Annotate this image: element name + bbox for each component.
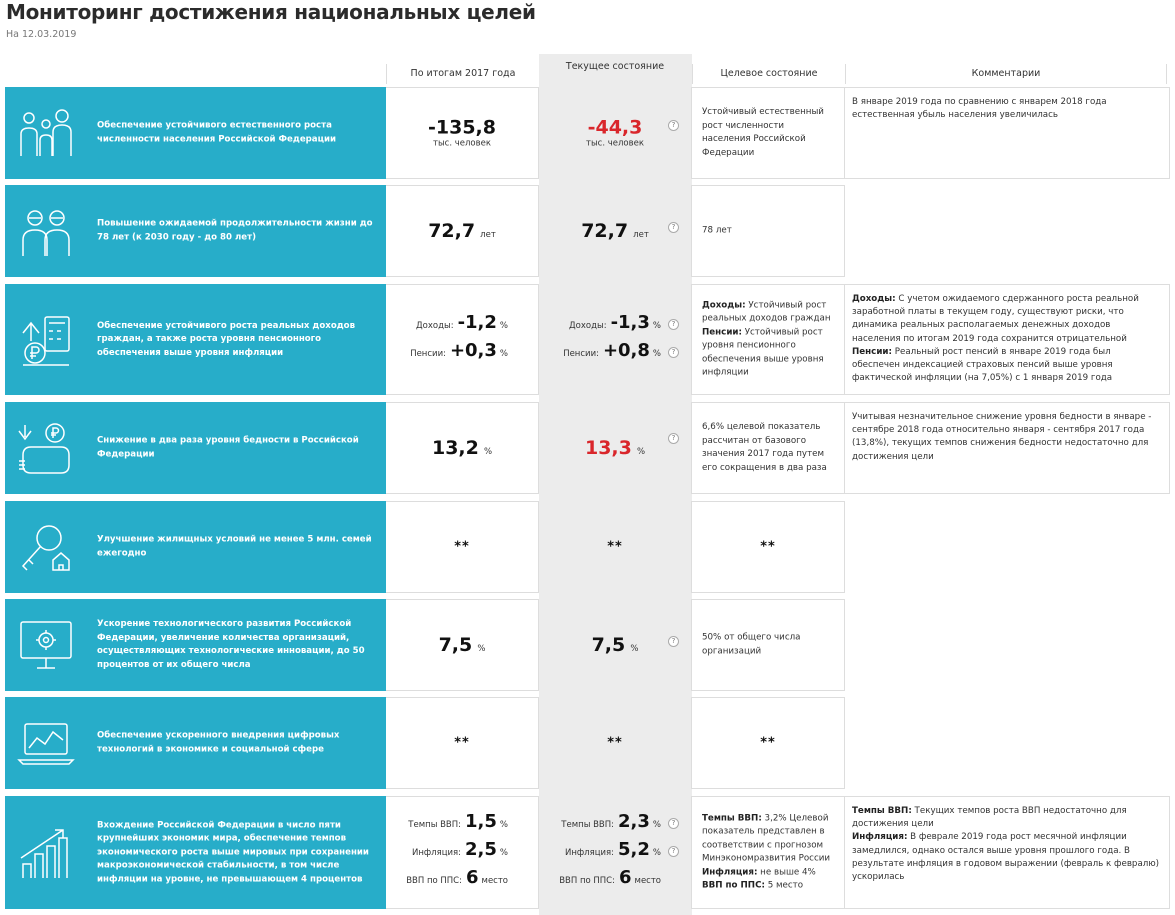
goal-cell (5, 697, 386, 789)
goal-text: Обеспечение устойчивого естественного роста численности населения Российской Федерации (97, 120, 337, 144)
unit: % (652, 348, 661, 359)
unit: % (630, 644, 639, 654)
target-cell (692, 697, 845, 789)
report-date: На 12.03.2019 (6, 29, 77, 40)
unit: % (499, 847, 508, 858)
comment-cell (845, 402, 1170, 494)
label-gdp: Темпы ВВП: (561, 819, 615, 830)
goal-cell (5, 402, 386, 494)
value-2017: 13,2 (431, 437, 479, 459)
growth-chart-icon (15, 824, 77, 882)
value-2017-gdp-ppp: 6 (466, 866, 479, 888)
value-2017-pensions: +0,3 (449, 339, 497, 361)
label-gdp: Темпы ВВП: (408, 819, 462, 830)
goal-text: Обеспечение устойчивого роста реальных доходов граждан, а также роста уровня пенсионного обеспечения выше уровня инфляции (97, 320, 356, 358)
current-value-cell (539, 697, 692, 789)
value-2017-cell (386, 185, 539, 277)
current-value-cell (539, 599, 692, 691)
unit: % (499, 320, 508, 331)
goal-row-incomes (5, 284, 1170, 395)
goal-cell (5, 599, 386, 691)
goal-row-population (5, 87, 1170, 179)
unit: место (481, 875, 508, 886)
label-incomes: Доходы: (569, 320, 607, 331)
unit: % (483, 447, 493, 457)
target-text: 78 лет (702, 225, 732, 236)
comment-text: В январе 2019 года по сравнению с январем 2018 года естественная убыль населения увеличилась (852, 97, 1107, 121)
target-cell (692, 501, 845, 593)
help-icon[interactable]: ? (668, 222, 679, 233)
value-2017-cell (386, 87, 539, 179)
unit: % (477, 644, 486, 654)
comment-text: Темпы ВВП: Текущих темпов роста ВВП недостаточно для достижения цели Инфляция: В феврале 2019 года рост месячной инфляции замедлился, однако остался выше уровня прошлого года. В результате инфляция в годовом выражении (февраль к февралю) ускорилась (852, 806, 1160, 883)
label-inflation: Инфляция: (412, 847, 462, 858)
help-icon[interactable]: ? (668, 319, 679, 330)
unit: лет (480, 230, 496, 240)
header-2017: По итогам 2017 года (386, 64, 539, 84)
current-value-cell (539, 796, 692, 909)
unit: тыс. человек (586, 138, 644, 149)
goal-text: Обеспечение ускоренного внедрения цифровых технологий в экономике и социальной сфере (97, 730, 340, 754)
elderly-couple-icon (15, 202, 77, 260)
current-value-cell (539, 284, 692, 395)
goal-row-housing (5, 501, 845, 593)
current-gdp-ppp: 6 (619, 866, 632, 888)
goal-text: Снижение в два раза уровня бедности в Российской Федерации (97, 435, 359, 459)
help-icon[interactable]: ? (668, 636, 679, 647)
target-cell (692, 599, 845, 691)
value-2017-cell (386, 599, 539, 691)
target-cell (692, 402, 845, 494)
target-text: 6,6% целевой показатель рассчитан от базового значения 2017 года путем его сокращения в два раза (702, 422, 827, 473)
value-2017: 72,7 (428, 220, 476, 242)
monitor-gear-icon (15, 616, 77, 674)
wallet-icon (15, 419, 77, 477)
value-2017: 7,5 (438, 634, 473, 656)
goal-cell (5, 87, 386, 179)
target-cell (692, 796, 845, 909)
current-value-cell (539, 87, 692, 179)
current-inflation: 5,2 (618, 838, 650, 860)
help-icon[interactable]: ? (668, 433, 679, 444)
no-data-marker: ** (607, 539, 623, 555)
no-data-marker: ** (760, 539, 776, 555)
unit: % (652, 819, 661, 830)
goal-row-technology (5, 599, 845, 691)
goal-row-life-expectancy (5, 185, 845, 277)
target-text: 50% от общего числа организаций (702, 632, 801, 656)
unit: % (636, 447, 646, 457)
target-text: Доходы: Устойчивый рост реальных доходов граждан Пенсии: Устойчивый рост уровня пенсионного обеспечения выше уровня инфляции (702, 300, 831, 378)
help-icon[interactable]: ? (668, 347, 679, 358)
current-incomes: -1,3 (610, 311, 650, 333)
current-value: 13,3 (584, 437, 632, 459)
label-gdp-ppp: ВВП по ППС: (406, 875, 462, 886)
help-icon[interactable]: ? (668, 846, 679, 857)
value-2017: -135,8 (428, 116, 496, 139)
current-value-cell (539, 501, 692, 593)
help-icon[interactable]: ? (668, 120, 679, 131)
target-text: Устойчивый естественный рост численности населения Российской Федерации (702, 107, 824, 158)
current-value: 7,5 (591, 634, 626, 656)
comment-cell (845, 87, 1170, 179)
unit: % (652, 847, 661, 858)
label-incomes: Доходы: (416, 320, 454, 331)
goal-row-digital (5, 697, 845, 789)
value-2017-cell (386, 402, 539, 494)
unit: тыс. человек (433, 138, 491, 149)
help-icon[interactable]: ? (668, 818, 679, 829)
target-cell (692, 284, 845, 395)
goal-cell (5, 501, 386, 593)
current-value: -44,3 (587, 116, 643, 139)
goal-text: Ускорение технологического развития Российской Федерации, увеличение количества организаций, осуществляющих технологические инновации, до 50 процентов от их общего числа (97, 619, 365, 670)
goal-text: Улучшение жилищных условий не менее 5 млн. семей ежегодно (97, 534, 372, 558)
label-pensions: Пенсии: (563, 348, 599, 359)
page-title: Мониторинг достижения национальных целей (6, 0, 536, 24)
unit: % (652, 320, 661, 331)
header-target: Целевое состояние (692, 64, 845, 84)
goal-cell (5, 185, 386, 277)
value-2017-cell (386, 501, 539, 593)
value-2017-gdp: 1,5 (465, 810, 497, 832)
no-data-marker: ** (607, 735, 623, 751)
goal-cell (5, 284, 386, 395)
no-data-marker: ** (454, 735, 470, 751)
unit: место (634, 875, 661, 886)
current-value-cell (539, 402, 692, 494)
goal-text: Вхождение Российской Федерации в число пяти крупнейших экономик мира, обеспечение темпов экономического роста выше мировых при сохранении макроэкономической стабильности, в том числе инфляции на уровне, не превышающем 4 процентов (97, 819, 369, 884)
unit: % (499, 819, 508, 830)
family-icon (15, 104, 77, 162)
comment-text: Учитывая незначительное снижение уровня бедности в январе - сентябре 2018 года относительно января - сентября 2017 года (13,8%), текущих темпов снижения бедности недостаточно для достижения цели (852, 412, 1152, 462)
income-calculator-icon (15, 311, 77, 369)
unit: % (499, 348, 508, 359)
current-gdp: 2,3 (618, 810, 650, 832)
label-gdp-ppp: ВВП по ППС: (559, 875, 615, 886)
target-cell (692, 185, 845, 277)
target-cell (692, 87, 845, 179)
goal-row-poverty (5, 402, 1170, 494)
header-comments: Комментарии (845, 64, 1167, 84)
label-pensions: Пенсии: (410, 348, 446, 359)
goal-cell (5, 796, 386, 909)
goal-row-economy (5, 796, 1170, 909)
current-pensions: +0,8 (602, 339, 650, 361)
no-data-marker: ** (760, 735, 776, 751)
value-2017-incomes: -1,2 (457, 311, 497, 333)
value-2017-inflation: 2,5 (465, 838, 497, 860)
value-2017-cell (386, 697, 539, 789)
house-key-icon (15, 518, 77, 576)
goal-text: Повышение ожидаемой продолжительности жизни до 78 лет (к 2030 году - до 80 лет) (97, 218, 373, 242)
comment-cell (845, 284, 1170, 395)
value-2017-cell (386, 796, 539, 909)
header-current: Текущее состояние (565, 61, 665, 72)
unit: лет (633, 230, 649, 240)
current-value: 72,7 (581, 220, 629, 242)
current-value-cell (539, 185, 692, 277)
comment-cell (845, 796, 1170, 909)
label-inflation: Инфляция: (565, 847, 615, 858)
laptop-chart-icon (15, 714, 77, 772)
comment-text: Доходы: С учетом ожидаемого сдержанного роста реальной заработной платы в текущем году, существуют риски, что динамика реальных располагаемых денежных доходов населения по итогам 2019 года сохранится отрицательной Пенсии: Реальный рост пенсий в январе 2019 года был обеспечен индексацией страховых пенсий выше уровня фактической инфляции (на 7,05%) с 1 января 2019 года (852, 294, 1139, 384)
target-text: Темпы ВВП: 3,2% Целевой показатель представлен в соответствии с прогнозом Минэкономразвития России Инфляция: не выше 4% ВВП по ППС: 5 место (702, 813, 831, 891)
value-2017-cell (386, 284, 539, 395)
no-data-marker: ** (454, 539, 470, 555)
